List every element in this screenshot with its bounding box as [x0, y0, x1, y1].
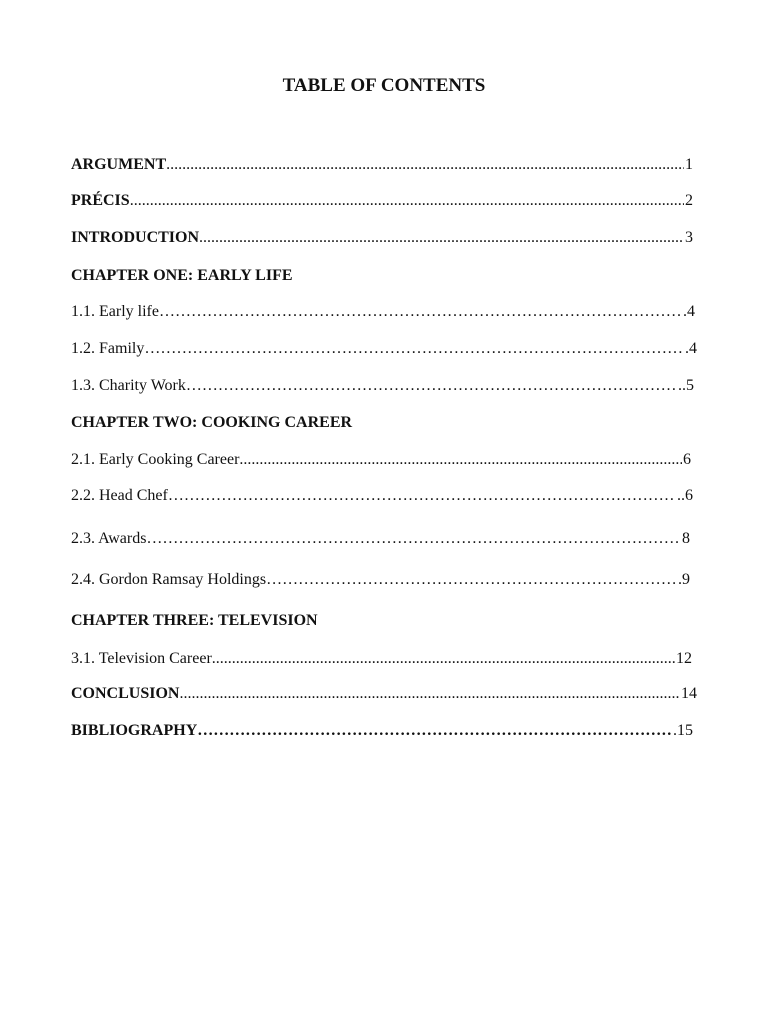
- ellipsis-leader: [186, 376, 677, 396]
- toc-entry-early-cooking-career[interactable]: [71, 450, 691, 470]
- page-title: TABLE OF CONTENTS: [282, 75, 486, 96]
- toc-page-number: 2: [685, 192, 693, 209]
- toc-entry-label: ARGUMENT: [71, 156, 167, 173]
- toc-entry-argument[interactable]: [71, 155, 693, 175]
- toc-page-number: .9: [678, 571, 690, 588]
- toc-entry-gordon-ramsay-holdings[interactable]: [71, 570, 690, 590]
- toc-page-number: 12: [676, 650, 692, 667]
- toc-page-number: 3: [685, 229, 693, 246]
- toc-entry-label: 1.2. Family: [71, 340, 145, 357]
- toc-entry-label: 2.2. Head Chef: [71, 487, 168, 504]
- ellipsis-leader: [168, 486, 676, 506]
- chapter-heading-early-life[interactable]: CHAPTER ONE: EARLY LIFE: [71, 267, 293, 284]
- toc-page-number: 14: [681, 685, 697, 702]
- toc-page-number: .4: [685, 340, 697, 357]
- ellipsis-leader: [144, 339, 684, 359]
- toc-entry-label: 1.3. Charity Work: [71, 377, 186, 394]
- dot-leader: [179, 684, 680, 704]
- toc-entry-bibliography[interactable]: [71, 721, 693, 741]
- dot-leader: [239, 450, 682, 470]
- toc-entry-early-life[interactable]: [71, 302, 695, 322]
- toc-page-number: 6: [683, 451, 691, 468]
- toc-entry-head-chef[interactable]: [71, 486, 693, 506]
- ellipsis-leader: [197, 721, 672, 741]
- toc-entry-precis[interactable]: [71, 191, 693, 211]
- dot-leader: [199, 228, 684, 248]
- toc-page-number: .15: [673, 722, 693, 739]
- ellipsis-leader: [266, 570, 677, 590]
- toc-entry-charity-work[interactable]: [71, 376, 694, 396]
- toc-entry-label: CONCLUSION: [71, 685, 180, 702]
- toc-page-number: 8: [682, 530, 690, 547]
- toc-entry-introduction[interactable]: [71, 228, 693, 248]
- dot-leader: [166, 155, 684, 175]
- ellipsis-leader: [146, 529, 681, 549]
- toc-entry-label: BIBLIOGRAPHY: [71, 722, 198, 739]
- toc-entry-label: INTRODUCTION: [71, 229, 200, 246]
- toc-entry-label: 2.4. Gordon Ramsay Holdings: [71, 571, 267, 588]
- toc-entry-awards[interactable]: [71, 529, 690, 549]
- toc-entry-family[interactable]: [71, 339, 697, 359]
- chapter-heading-television[interactable]: CHAPTER THREE: TELEVISION: [71, 612, 318, 629]
- dot-leader: [212, 649, 675, 669]
- toc-entry-conclusion[interactable]: [71, 684, 697, 704]
- dot-leader: [130, 191, 684, 211]
- toc-entry-label: 1.1. Early life: [71, 303, 159, 320]
- toc-page-number: ..6: [677, 487, 693, 504]
- toc-page-number: 1: [685, 156, 693, 173]
- toc-entry-television-career[interactable]: [71, 649, 692, 669]
- toc-page-number: ..5: [678, 377, 694, 394]
- toc-entry-label: 3.1. Television Career: [71, 650, 212, 667]
- toc-page-number: .4: [683, 303, 695, 320]
- ellipsis-leader: [159, 302, 682, 322]
- toc-entry-label: PRÉCIS: [71, 192, 130, 209]
- chapter-heading-cooking-career[interactable]: CHAPTER TWO: COOKING CAREER: [71, 414, 353, 431]
- toc-entry-label: 2.3. Awards: [71, 530, 147, 547]
- toc-entry-label: 2.1. Early Cooking Career: [71, 451, 240, 468]
